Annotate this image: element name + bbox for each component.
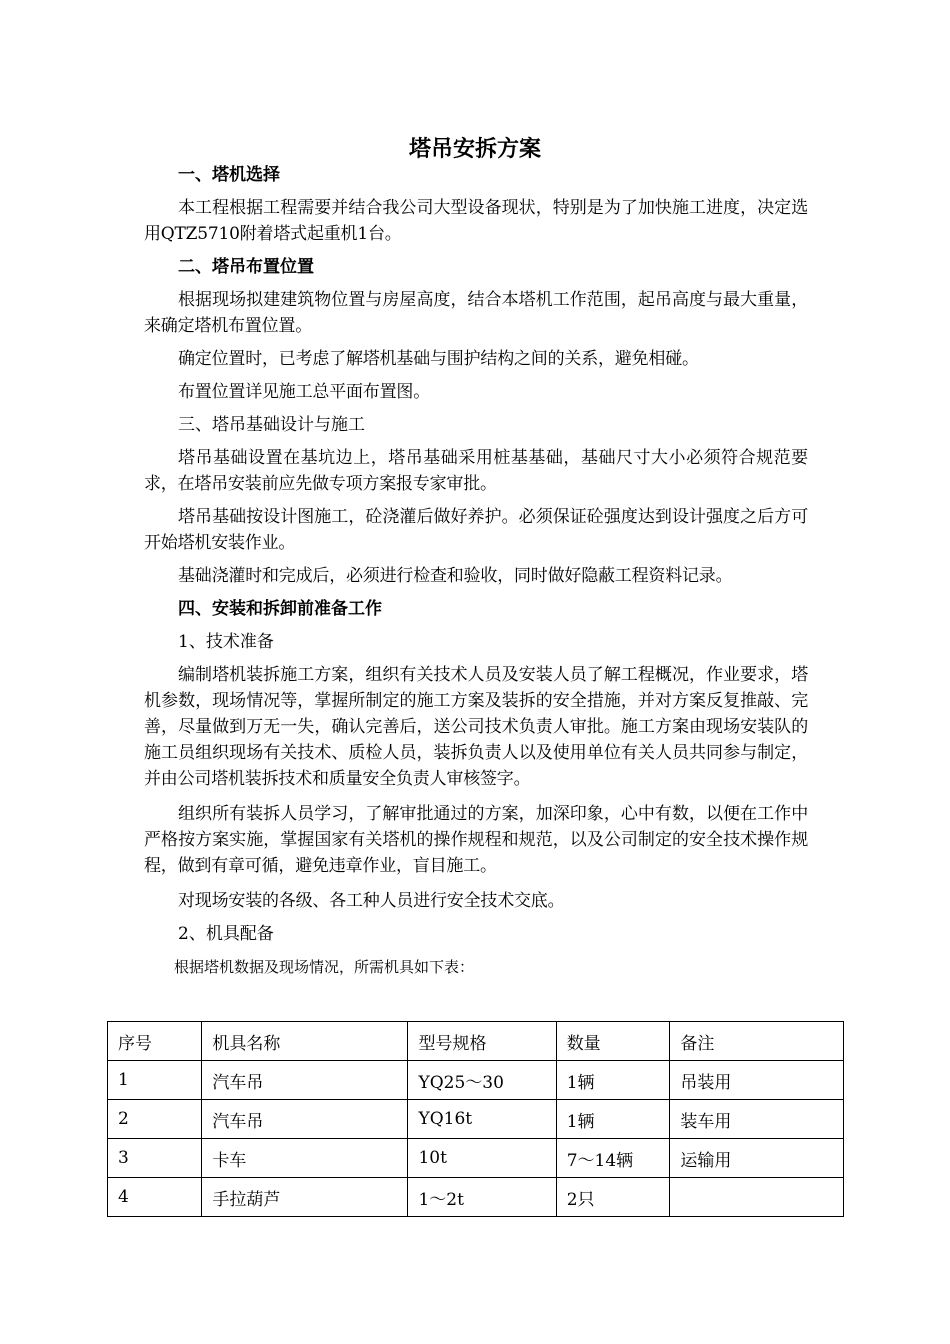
section-2-paragraph-3: 布置位置详见施工总平面布置图。 [178, 382, 430, 402]
section-4-heading: 四、安装和拆卸前准备工作 [178, 599, 382, 619]
table-intro-note: 根据塔机数据及现场情况，所需机具如下表： [174, 958, 475, 976]
header-cell: 备注 [670, 1022, 844, 1061]
table-cell: 10t [408, 1139, 556, 1178]
table-row [108, 1139, 844, 1178]
table-cell [670, 1178, 844, 1217]
table-cell: 吊装用 [670, 1061, 844, 1100]
table-cell: 运输用 [670, 1139, 844, 1178]
section-4-paragraph-3: 对现场安装的各级、各工种人员进行安全技术交底。 [178, 891, 565, 911]
table-cell: 2 [108, 1100, 202, 1139]
table-cell: 7～14辆 [556, 1139, 670, 1178]
section-1-paragraph-1: 本工程根据工程需要并结合我公司大型设备现状，特别是为了加快施工进度，决定选用QTZ5710附着塔式起重机1台。 [144, 198, 808, 244]
section-2-heading: 二、塔吊布置位置 [178, 257, 314, 277]
table-row [108, 1178, 844, 1217]
section-2-paragraph-1: 根据现场拟建建筑物位置与房屋高度，结合本塔机工作范围，起吊高度与最大重量，来确定塔机布置位置。 [144, 290, 808, 336]
document-body [144, 162, 808, 980]
section-3-paragraph-3: 基础浇灌时和完成后，必须进行检查和验收，同时做好隐蔽工程资料记录。 [178, 566, 733, 586]
table-cell: 装车用 [670, 1100, 844, 1139]
table-row [108, 1100, 844, 1139]
section-4-paragraph-2: 组织所有装拆人员学习，了解审批通过的方案，加深印象，心中有数，以便在工作中严格按方案实施，掌握国家有关塔机的操作规程和规范，以及公司制定的安全技术操作规程，做到有章可循，避免违章作业，盲目施工。 [144, 804, 808, 876]
section-3-paragraph-2: 塔吊基础按设计图施工，砼浇灌后做好养护。必须保证砼强度达到设计强度之后方可开始塔机安装作业。 [144, 507, 808, 553]
section-1-heading: 一、塔机选择 [178, 165, 280, 185]
equipment-table [107, 1021, 844, 1217]
header-cell: 序号 [108, 1022, 202, 1061]
table-cell: 卡车 [202, 1139, 408, 1178]
table-cell: 4 [108, 1178, 202, 1217]
table-cell: 手拉葫芦 [202, 1178, 408, 1217]
header-cell: 机具名称 [202, 1022, 408, 1061]
table-cell: 1辆 [556, 1100, 670, 1139]
section-2-paragraph-2: 确定位置时，已考虑了解塔机基础与围护结构之间的关系，避免相碰。 [178, 349, 699, 369]
section-4-subheading-2: 2、机具配备 [178, 924, 274, 944]
table-header-row [108, 1022, 844, 1061]
table-cell: YQ16t [408, 1100, 556, 1139]
table-cell: 1～2t [408, 1178, 556, 1217]
section-4-subheading-1: 1、技术准备 [178, 632, 274, 652]
section-3-heading: 三、塔吊基础设计与施工 [178, 415, 365, 435]
header-cell: 数量 [556, 1022, 670, 1061]
table-cell: 2只 [556, 1178, 670, 1217]
section-4-paragraph-1: 编制塔机装拆施工方案，组织有关技术人员及安装人员了解工程概况，作业要求，塔机参数，现场情况等，掌握所制定的施工方案及装拆的安全措施，并对方案反复推敲、完善，尽量做到万无一失，确认完善后，送公司技术负责人审批。施工方案由现场安装队的施工员组织现场有关技术、质检人员，装拆负责人以及使用单位有关人员共同参与制定，并由公司塔机装拆技术和质量安全负责人审核签字。 [144, 665, 808, 789]
table-cell: 1辆 [556, 1061, 670, 1100]
table-cell: 汽车吊 [202, 1100, 408, 1139]
table-cell: 3 [108, 1139, 202, 1178]
section-3-paragraph-1: 塔吊基础设置在基坑边上，塔吊基础采用桩基基础，基础尺寸大小必须符合规范要求，在塔吊安装前应先做专项方案报专家审批。 [144, 448, 808, 494]
header-cell: 型号规格 [408, 1022, 556, 1061]
document-title: 塔吊安拆方案 [408, 137, 541, 162]
table-cell: 1 [108, 1061, 202, 1100]
table-cell: YQ25～30 [408, 1061, 556, 1100]
table-row [108, 1061, 844, 1100]
table-cell: 汽车吊 [202, 1061, 408, 1100]
